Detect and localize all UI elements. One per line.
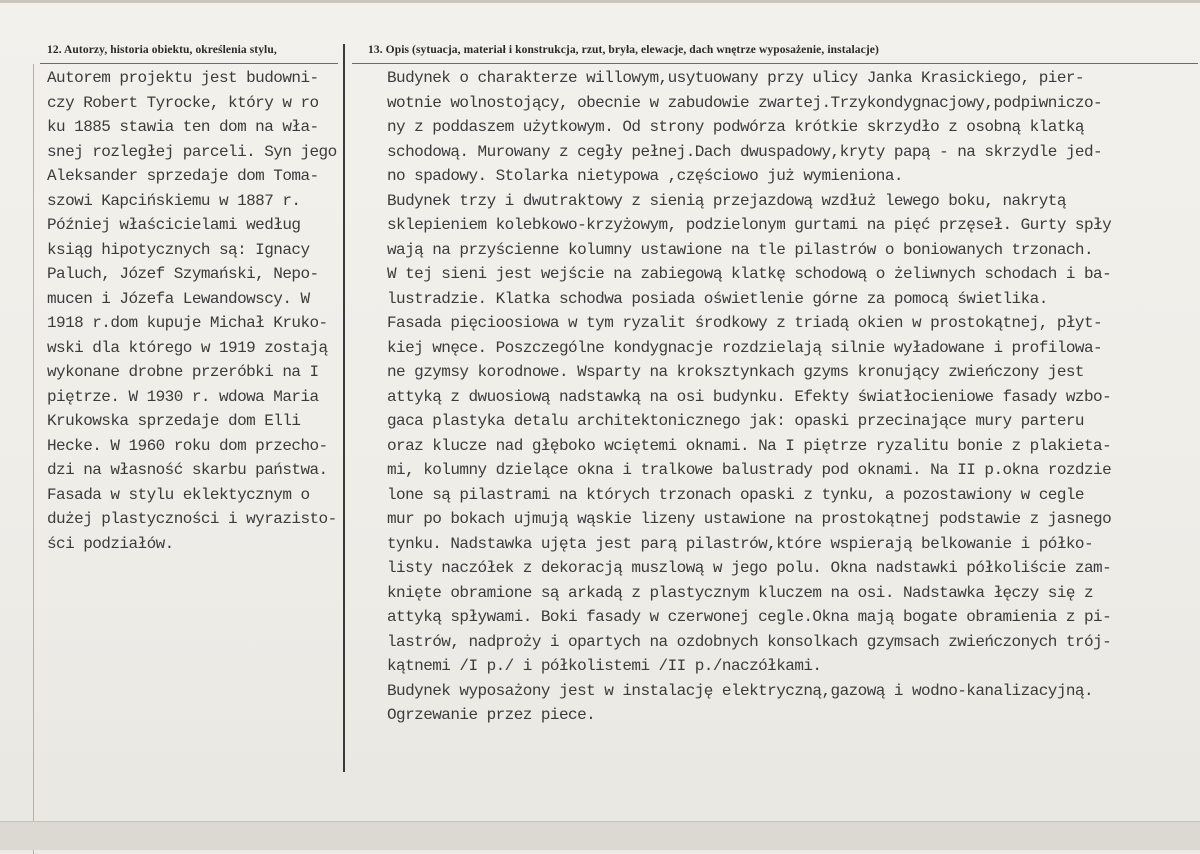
description-text-line: lastrów, nadproży i opartych na ozdobnych konsolkach gzymsach zwieńczonych trój- [387,632,1112,651]
description-text-line: attyką spływami. Boki fasady w czerwonej cegle.Okna mają bogate obramienia z pi- [387,608,1112,626]
description-text-line: sklepieniem kolebkowo-krzyżowym, podzielonym gurtami na pięć przęseł. Gurty spły [387,216,1112,234]
description-text-line: no spadowy. Stolarka nietypowa ,częściowo już wymieniona. [387,167,903,185]
description-text-line: kątnemi /I p./ i półkolistemi /II p./naczółkami. [387,657,822,675]
description-text-line: mur po bokach ujmują wąskie lizeny ustawione na prostokątnej podstawie z jasnego [387,510,1112,528]
description-text-line: attyką z dwuosiową nadstawką na osi budynku. Efekty światłocieniowe fasady wzbo- [387,387,1112,406]
description-text-line: tynku. Nadstawka ujęta jest parą pilastrów,które wspierają belkowanie i półko- [387,534,1094,553]
description-text-line: listy naczółek z dekoracją muszlową w jego polu. Okna nadstawki półkoliście zam- [387,559,1112,577]
history-text-line: Autorem projektu jest budowni- [47,69,319,87]
section-12-heading: 12. Autorzy, historia obiektu, określenia stylu, [47,44,277,56]
left-margin-line [33,64,34,854]
history-text-line: 1918 r.dom kupuje Michał Kruko- [47,314,328,332]
description-text-line: lone są pilastrami na których trzonach opaski z tynku, a pozostawiony w cegle [387,485,1084,504]
description-text-line: Budynek wyposażony jest w instalację elektryczną,gazową i wodno-kanalizacyjną. [387,681,1094,700]
description-text-line: wotnie wolnostojący, obecnie w zabudowie zwartej.Trzykondygnacjowy,podpiwniczo- [387,93,1103,112]
description-text-line: W tej sieni jest wejście na zabiegową klatkę schodową o żeliwnych schodach i ba- [387,265,1112,283]
description-text-line: gaca plastyka detalu architektonicznego jak: opaski przecinające mury parteru [387,412,1084,430]
history-text-line: ksiąg hipotycznych są: Ignacy [47,240,310,259]
description-text-line: mi, kolumny dzielące okna i tralkowe balustrady pod oknami. Na II p.okna rozdzie [387,461,1112,479]
history-text-line: snej rozległej parceli. Syn jego [47,142,337,161]
description-text-line: ny z poddaszem użytkowym. Od strony podwórza krótkie skrzydło z osobną klatką [387,118,1084,136]
description-text-line: wają na przyścienne kolumny ustawione na tle pilastrów o boniowanych trzonach. [387,240,1094,259]
history-text-line: Później właścicielami według [47,216,301,234]
description-text-line: Ogrzewanie przez piece. [387,706,596,724]
section-13-heading-rule [352,63,1198,64]
description-text-line: ne gzymsy korodnowe. Wsparty na kroksztynkach gzyms kronujący zwieńczony jest [387,363,1084,381]
description-text-line: Budynek o charakterze willowym,usytuowany przy ulicy Janka Krasickiego, pier- [387,69,1084,87]
history-text-line: piętrze. W 1930 r. wdowa Maria [47,387,319,406]
history-text-line: Krukowska sprzedaje dom Elli [47,412,301,430]
description-text [387,66,1111,728]
history-text-line: czy Robert Tyrocke, który w ro [47,93,319,112]
section-13-heading: 13. Opis (sytuacja, materiał i konstrukcja, rzut, bryła, elewacje, dach wnętrze wyposażenie, instalacje) [368,44,879,56]
history-text-line: wski dla którego w 1919 zostają [47,338,328,357]
history-text-line: Hecke. W 1960 roku dom przecho- [47,436,328,455]
description-text-line: Fasada pięcioosiowa w tym ryzalit środkowy z triadą okien w prostokątnej, płyt- [387,314,1103,332]
history-text-line: wykonane drobne przeróbki na I [47,363,319,381]
history-text-line: Aleksander sprzedaje dom Toma- [47,167,319,185]
history-text-line: ści podziałów. [47,534,174,553]
description-text-line: schodową. Murowany z cegły pełnej.Dach dwuspadowy,kryty papą - na skrzydle jed- [387,142,1103,161]
bottom-edge [0,821,1200,850]
description-text-line: oraz klucze nad głęboko wciętemi oknami. Na I piętrze ryzalitu bonie z plakieta- [387,436,1112,455]
description-text-line: Budynek trzy i dwutraktowy z sienią przejazdową wzdłuż lewego boku, nakrytą [387,191,1066,210]
history-text-line: mucen i Józefa Lewandowscy. W [47,289,310,308]
history-text-line: dzi na własność skarbu państwa. [47,461,328,479]
description-text-line: lustradzie. Klatka schodwa posiada oświetlenie górne za pomocą świetlika. [387,289,1048,308]
history-text-line: szowi Kapcińskiemu w 1887 r. [47,191,301,210]
description-text-line: kiej wnęce. Poszczególne kondygnacje rozdzielają silnie wyładowane i profilowa- [387,338,1103,357]
history-text [47,66,337,556]
column-divider [343,44,345,772]
description-text-line: knięte obramione są arkadą z plastycznym kluczem na osi. Nadstawka łęczy się z [387,583,1094,602]
history-text-line: dużej plastyczności i wyrazisto- [47,510,337,528]
top-border [0,0,1200,3]
history-text-line: ku 1885 stawia ten dom na wła- [47,118,319,136]
section-12-heading-rule [40,63,338,64]
history-text-line: Paluch, Józef Szymański, Nepo- [47,265,319,283]
history-text-line: Fasada w stylu eklektycznym o [47,485,310,504]
